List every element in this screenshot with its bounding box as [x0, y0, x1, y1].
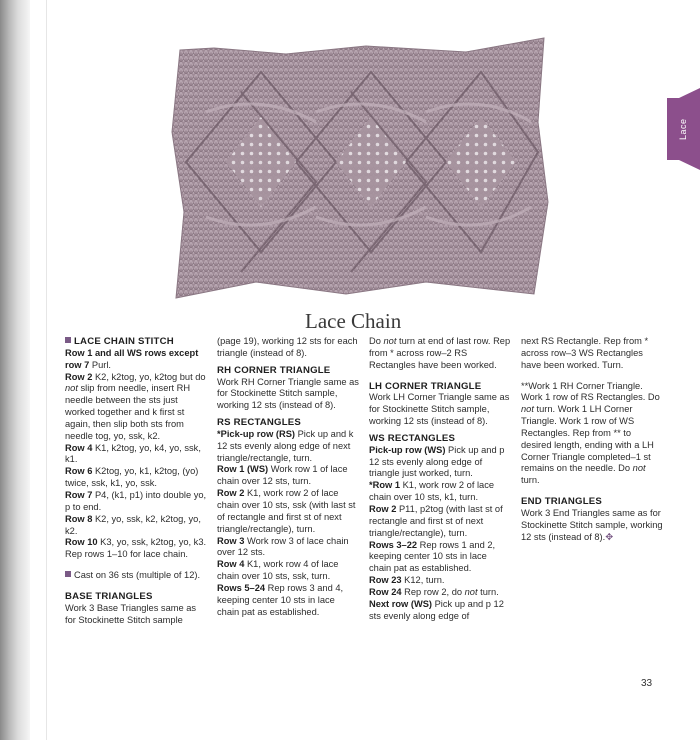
rs-row-3: Row 3 Work row 3 of lace chain over 12 sts. — [217, 535, 349, 558]
ws-pickup-row: Pick-up row (WS) Pick up and p 12 sts evenly along edge of triangle just worked, turn. — [369, 444, 505, 479]
rs-row-2: Row 2 K1, work row 2 of lace chain over 10 sts, ssk (with last st of rectangle and first st of next triangle/rectangle), turn. — [217, 488, 356, 534]
page-gutter-line — [46, 0, 47, 740]
ws-rectangles-continued: next RS Rectangle. Rep from * across row–3 WS Rectangles have been worked. Turn. — [521, 336, 649, 370]
row-6-instruction: Row 6 K2tog, yo, k1, k2tog, (yo) twice, ssk, k1, yo, ssk. — [65, 466, 199, 489]
end-mark-icon: ✥ — [605, 531, 614, 542]
pattern-title: Lace Chain — [305, 309, 402, 333]
stitch-heading: LACE CHAIN STITCH — [65, 336, 207, 348]
column-3 — [369, 336, 511, 622]
repeat-instructions: **Work 1 RH Corner Triangle. Work 1 row of RS Rectangles. Do not turn. Work 1 LH Corner Triangle. Work 1 row of WS Rectangles. Rep from ** to desired length, ending with a LH Corner Triangle completed–1 st remains on the needle. Do not turn. — [521, 380, 660, 486]
section-tab-label: Lace — [678, 118, 688, 140]
ws-next-row: Next row (WS) Pick up and p 12 sts evenly along edge of — [369, 598, 504, 621]
base-triangles-heading: BASE TRIANGLES — [65, 590, 153, 602]
square-bullet-icon — [65, 571, 71, 577]
row-1-instruction: Row 1 and all WS rows except row 7 Purl. — [65, 347, 199, 370]
rh-corner-heading: RH CORNER TRIANGLE — [217, 364, 331, 376]
column-4 — [521, 336, 663, 544]
rs-rectangles-heading: RS RECTANGLES — [217, 417, 301, 429]
rh-corner-text: Work RH Corner Triangle same as for Stockinette Stitch sample, working 12 sts (instead of 8). — [217, 376, 359, 411]
ws-row-1: *Row 1 K1, work row 2 of lace chain over 10 sts, k1, turn. — [369, 480, 495, 503]
knitted-swatch-photo — [166, 32, 556, 300]
ws-rows-3-22: Rows 3–22 Rep rows 1 and 2, keeping center 10 sts in lace chain pat as established. — [369, 539, 496, 574]
lh-corner-text: Work LH Corner Triangle same as for Stockinette Stitch sample, working 12 sts (instead of 8). — [369, 392, 510, 427]
end-triangles-heading: END TRIANGLES — [521, 496, 602, 508]
row-4-instruction: Row 4 K1, k2tog, yo, k4, yo, ssk, k1. — [65, 442, 201, 465]
cast-on-note: Cast on 36 sts (multiple of 12). — [65, 570, 207, 582]
square-bullet-icon — [65, 337, 71, 343]
row-7-instruction: Row 7 P4, (k1, p1) into double yo, p to end. — [65, 489, 207, 512]
rs-row-4: Row 4 K1, work row 4 of lace chain over 10 sts, ssk, turn. — [217, 559, 339, 582]
base-triangles-text: Work 3 Base Triangles same as for Stockinette Stitch sample — [65, 602, 197, 625]
rs-rectangles-continued: Do not turn at end of last row. Rep from * across row–2 RS Rectangles have been worked. — [369, 336, 511, 370]
ws-rectangles-heading: WS RECTANGLES — [369, 432, 456, 444]
ws-row-24: Row 24 Rep row 2, do not turn. — [369, 586, 499, 597]
rs-row-1: Row 1 (WS) Work row 1 of lace chain over 12 sts, turn. — [217, 464, 348, 487]
page-number: 33 — [641, 678, 653, 689]
column-1 — [65, 336, 207, 626]
row-10-instruction: Row 10 K3, yo, ssk, k2tog, yo, k3. Rep rows 1–10 for lace chain. — [65, 537, 207, 560]
rs-pickup-row: *Pick-up row (RS) Pick up and k 12 sts evenly along edge of next triangle/rectangle, turn. — [217, 428, 354, 463]
ws-row-23: Row 23 K12, turn. — [369, 575, 445, 586]
lh-corner-heading: LH CORNER TRIANGLE — [369, 380, 482, 392]
book-binding-shadow — [0, 0, 30, 740]
ws-row-2: Row 2 P11, p2tog (with last st of rectangle and first st of next triangle/rectangle), turn. — [369, 503, 503, 538]
column-2 — [217, 336, 359, 618]
row-8-instruction: Row 8 K2, yo, ssk, k2, k2tog, yo, k2. — [65, 513, 201, 536]
end-triangles-text: Work 3 End Triangles same as for Stockinette Stitch sample, working 12 sts (instead of 8).✥ — [521, 507, 663, 542]
rs-rows-5-24: Rows 5–24 Rep rows 3 and 4, keeping center 10 sts in lace chain pat as established. — [217, 582, 344, 617]
base-triangles-continued: (page 19), working 12 sts for each triangle (instead of 8). — [217, 336, 358, 358]
row-2-instruction: Row 2 K2, k2tog, yo, k2tog but do not slip from needle, insert RH needle between the sts just worked together and k first st again, then slip both sts from needle tog, yo, ssk, k2. — [65, 371, 206, 441]
